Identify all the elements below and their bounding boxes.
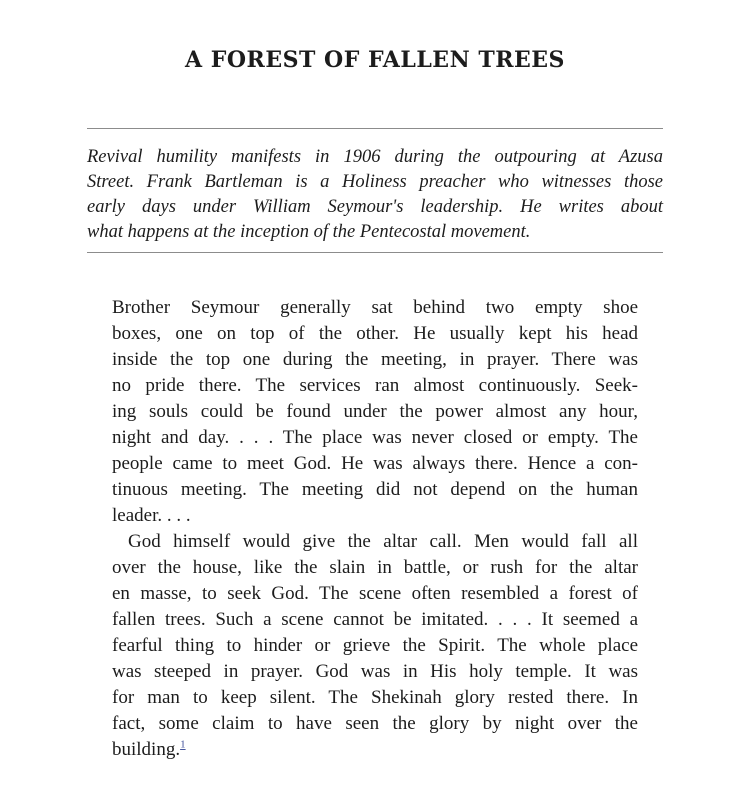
footnote-sup: [180, 739, 186, 751]
epigraph-line: what happens at the inception of the Pentecostal movement.: [87, 222, 531, 242]
body-line: people came to meet God. He was always there. Hence a con-: [112, 453, 638, 474]
body-line: leader. . . .: [112, 505, 191, 526]
body-line: God himself would give the altar call. Men would fall all: [128, 531, 638, 552]
body-line: fallen trees. Such a scene cannot be imitated. . . . It seemed a: [112, 609, 638, 630]
body-line: inside the top one during the meeting, in prayer. There was: [112, 349, 638, 370]
epigraph: [87, 145, 663, 245]
body-line: boxes, one on top of the other. He usually kept his head: [112, 323, 638, 344]
body-line: en masse, to seek God. The scene often resembled a forest of: [112, 583, 638, 604]
body-line: night and day. . . . The place was never closed or empty. The: [112, 427, 638, 448]
body-line: Brother Seymour generally sat behind two empty shoe: [112, 297, 638, 318]
epigraph-line: Street. Frank Bartleman is a Holiness preacher who witnesses those: [87, 172, 663, 192]
divider-top: [87, 128, 663, 129]
body-line: over the house, like the slain in battle, or rush for the altar: [112, 557, 638, 578]
body-line: no pride there. The services ran almost continuously. Seek-: [112, 375, 638, 396]
divider-bottom: [87, 252, 663, 253]
body-line: for man to keep silent. The Shekinah glory rested there. In: [112, 687, 638, 708]
chapter-title: A FOREST OF FALLEN TREES: [185, 47, 565, 73]
body-line: building.$^1$: [112, 738, 186, 760]
epigraph-line: Revival humility manifests in 1906 during the outpouring at Azusa: [87, 147, 663, 167]
body-line: was steeped in prayer. God was in His holy temple. It was: [112, 661, 638, 682]
body-line: tinuous meeting. The meeting did not depend on the human: [112, 479, 638, 500]
body-line: ing souls could be found under the power almost any hour,: [112, 401, 638, 422]
footnote-link[interactable]: 1: [180, 738, 186, 751]
epigraph-line: early days under William Seymour's leadership. He writes about: [87, 197, 663, 217]
body-line: fearful thing to hinder or grieve the Spirit. The whole place: [112, 635, 638, 656]
body-line: fact, some claim to have seen the glory by night over the: [112, 713, 638, 734]
body-text: [112, 295, 638, 763]
